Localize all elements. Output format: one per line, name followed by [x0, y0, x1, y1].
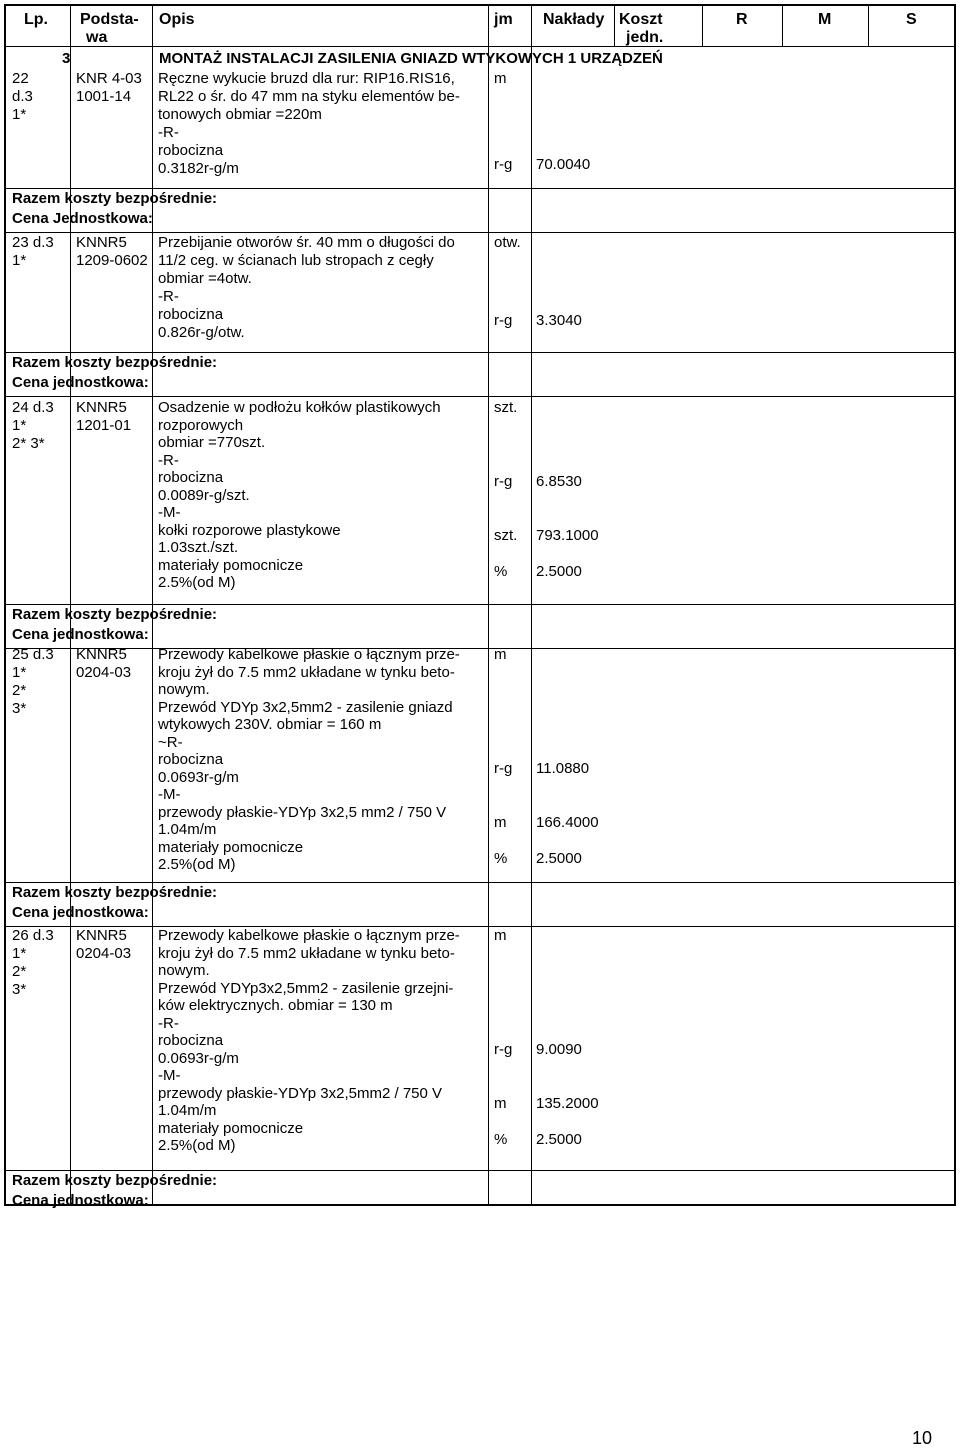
item-lp: 23 d.3	[12, 234, 54, 251]
nakład-unit: r-g	[494, 760, 513, 777]
item-description-line: ~R-	[158, 733, 183, 751]
section-number: 3	[62, 50, 71, 67]
item-description-line: 0.3182r-g/m	[158, 160, 239, 177]
nakład-value: 2.5000	[536, 1131, 582, 1148]
nakład-unit: m	[494, 1095, 507, 1112]
item-divider	[6, 232, 954, 233]
item-lp: 3*	[12, 981, 27, 998]
item-unit: otw.	[494, 234, 521, 251]
column-divider	[531, 6, 532, 1204]
summary-divider	[6, 352, 954, 353]
item-description-line: nowym.	[158, 962, 210, 979]
item-description-line: Przebijanie otworów śr. 40 mm o długości do	[158, 234, 455, 251]
item-lp: 25 d.3	[12, 646, 54, 663]
item-description-line: materiały pomocnicze	[158, 556, 304, 574]
item-unit: szt.	[494, 399, 518, 416]
item-description-line: -R-	[158, 1014, 179, 1032]
item-podstawa: KNNR5	[76, 234, 127, 251]
item-description-line: robocizna	[158, 469, 224, 486]
nakład-value: 793.1000	[536, 527, 599, 544]
item-description-line: 2.5%(od M)	[158, 574, 236, 591]
item-description-line: przewody płaskie-YDYp 3x2,5mm2 / 750 V	[158, 1084, 443, 1102]
item-description-line: -M-	[158, 504, 181, 521]
item-podstawa: KNNR5	[76, 646, 127, 663]
nakład-unit: %	[494, 563, 508, 580]
razem-koszty-label: Razem koszty bezpośrednie:	[12, 606, 218, 623]
cena-jednostkowa-label: Cena jednostkowa:	[12, 626, 149, 643]
nakład-unit: r-g	[494, 1041, 513, 1058]
item-description-line: kroju żył do 7.5 mm2 układane w tynku beto-	[158, 663, 455, 681]
item-podstawa: 1001-14	[76, 88, 132, 105]
item-lp: 1*	[12, 664, 27, 681]
razem-koszty-label: Razem koszty bezpośrednie:	[12, 190, 218, 207]
header-naklady: Nakłady	[543, 11, 605, 28]
item-description-line: 0.0089r-g/szt.	[158, 486, 250, 504]
header-r: R	[736, 11, 748, 28]
item-podstawa: 0204-03	[76, 945, 132, 962]
item-description-line: -R-	[158, 451, 179, 469]
column-divider	[614, 6, 615, 46]
cena-jednostkowa-label: Cena jednostkowa:	[12, 904, 149, 921]
razem-koszty-label: Razem koszty bezpośrednie:	[12, 884, 218, 901]
item-description-line: przewody płaskie-YDYp 3x2,5 mm2 / 750 V	[158, 803, 447, 821]
razem-koszty-label: Razem koszty bezpośrednie:	[12, 1172, 218, 1189]
item-unit: m	[494, 927, 507, 944]
item-lp: 1*	[12, 252, 27, 269]
nakład-value: 9.0090	[536, 1041, 582, 1058]
item-description-line: robocizna	[158, 1032, 224, 1049]
header-m: M	[818, 11, 832, 28]
nakład-value: 166.4000	[536, 814, 599, 831]
item-lp: 1*	[12, 106, 27, 123]
item-description-line: Przewody kabelkowe płaskie o łącznym prze-	[158, 646, 460, 663]
item-description-line: 1.04m/m	[158, 821, 217, 838]
item-description-line: nowym.	[158, 681, 210, 698]
item-description-line: Przewód YDYp 3x2,5mm2 - zasilenie gniazd	[158, 698, 453, 716]
nakład-value: 3.3040	[536, 312, 582, 329]
header-divider	[6, 46, 954, 47]
summary-divider	[6, 188, 954, 189]
item-podstawa: 0204-03	[76, 664, 132, 681]
item-description-line: robocizna	[158, 751, 224, 768]
summary-divider	[6, 604, 954, 605]
item-description-line: obmiar =4otw.	[158, 270, 252, 287]
item-podstawa: 1201-01	[76, 417, 132, 434]
summary-divider	[6, 882, 954, 883]
nakład-unit: r-g	[494, 312, 513, 329]
item-description-line: ków elektrycznych. obmiar = 130 m	[158, 997, 393, 1014]
item-description-line: obmiar =770szt.	[158, 434, 266, 451]
header-jm: jm	[494, 11, 513, 28]
item-description-line: Osadzenie w podłożu kołków plastikowych	[158, 399, 441, 416]
header-podstawa-2: wa	[86, 29, 108, 46]
item-divider	[6, 648, 954, 649]
nakład-value: 2.5000	[536, 563, 582, 580]
nakład-value: 11.0880	[536, 760, 590, 777]
header-lp: Lp.	[24, 11, 48, 28]
item-description-line: kołki rozporowe plastykowe	[158, 521, 341, 539]
item-lp: 2*	[12, 682, 27, 699]
header-koszt-2: jedn.	[626, 29, 664, 46]
column-divider	[782, 6, 783, 46]
item-unit: m	[494, 70, 507, 87]
column-divider	[152, 6, 153, 1204]
item-description-line: -R-	[158, 288, 179, 305]
item-description-line: robocizna	[158, 306, 224, 323]
item-description-line: 1.03szt./szt.	[158, 539, 239, 556]
header-opis: Opis	[159, 11, 195, 28]
nakład-value: 2.5000	[536, 850, 582, 867]
item-description-line: 0.0693r-g/m	[158, 1049, 239, 1067]
item-description-line: 2.5%(od M)	[158, 1137, 236, 1154]
item-divider	[6, 396, 954, 397]
item-description-line: Ręczne wykucie bruzd dla rur: RIP16.RIS16,	[158, 70, 455, 87]
item-description-line: materiały pomocnicze	[158, 838, 304, 856]
item-description-line: 1.04m/m	[158, 1102, 217, 1119]
nakład-unit: r-g	[494, 473, 513, 490]
header-koszt-1: Koszt	[619, 11, 663, 28]
item-description-line: RL22 o śr. do 47 mm na styku elementów be-	[158, 88, 460, 105]
cost-estimate-table	[4, 4, 956, 1209]
item-description-line: 0.826r-g/otw.	[158, 324, 245, 341]
column-divider	[488, 6, 489, 1204]
item-description-line: wtykowych 230V. obmiar = 160 m	[158, 716, 382, 733]
item-description-line: 2.5%(od M)	[158, 856, 236, 873]
header-podstawa-1: Podsta-	[80, 11, 139, 28]
item-description-line: Przewody kabelkowe płaskie o łącznym prze-	[158, 927, 460, 944]
item-description-line: kroju żył do 7.5 mm2 układane w tynku beto-	[158, 944, 455, 962]
nakład-value: 135.2000	[536, 1095, 599, 1112]
item-description-line: tonowych obmiar =220m	[158, 106, 322, 123]
item-podstawa: KNNR5	[76, 927, 127, 944]
item-lp: 1*	[12, 945, 27, 962]
item-description-line: 11/2 ceg. w ścianach lub stropach z cegły	[158, 252, 434, 269]
nakład-unit: r-g	[494, 156, 513, 173]
item-lp: 2* 3*	[12, 435, 45, 452]
item-podstawa: 1209-0602	[76, 252, 148, 269]
nakład-unit: szt.	[494, 527, 518, 544]
item-lp: 1*	[12, 417, 27, 434]
item-description-line: -R-	[158, 124, 179, 141]
cena-jednostkowa-label: Cena jednostkowa:	[12, 1192, 149, 1209]
item-unit: m	[494, 646, 507, 663]
item-lp: 24 d.3	[12, 399, 54, 416]
page-number: 10	[912, 1428, 933, 1448]
section-title: MONTAŻ INSTALACJI ZASILENIA GNIAZD WTYKOWYCH 1 URZĄDZEŃ	[159, 50, 663, 67]
item-lp: 2*	[12, 963, 27, 980]
item-lp: 22	[12, 70, 29, 87]
item-description-line: rozporowych	[158, 416, 244, 434]
item-description-line: -M-	[158, 786, 181, 803]
nakład-unit: %	[494, 1131, 508, 1148]
item-podstawa: KNNR5	[76, 399, 127, 416]
cena-jednostkowa-label: Cena Jednostkowa:	[12, 210, 153, 227]
item-podstawa: KNR 4-03	[76, 70, 142, 87]
item-divider	[6, 926, 954, 927]
item-description-line: robocizna	[158, 142, 224, 159]
item-description-line: -M-	[158, 1067, 181, 1084]
item-lp: 26 d.3	[12, 927, 54, 944]
nakład-unit: m	[494, 814, 507, 831]
cena-jednostkowa-label: Cena jednostkowa:	[12, 374, 149, 391]
header-s: S	[906, 11, 917, 28]
item-description-line: 0.0693r-g/m	[158, 768, 239, 786]
summary-divider	[6, 1170, 954, 1171]
item-lp: d.3	[12, 88, 33, 105]
nakład-value: 6.8530	[536, 473, 582, 490]
column-divider	[70, 6, 71, 1204]
item-lp: 3*	[12, 700, 27, 717]
item-description-line: Przewód YDYp3x2,5mm2 - zasilenie grzejni-	[158, 979, 454, 997]
razem-koszty-label: Razem koszty bezpośrednie:	[12, 354, 218, 371]
nakład-value: 70.0040	[536, 156, 591, 173]
column-divider	[868, 6, 869, 46]
nakład-unit: %	[494, 850, 508, 867]
column-divider	[702, 6, 703, 46]
item-description-line: materiały pomocnicze	[158, 1119, 304, 1137]
